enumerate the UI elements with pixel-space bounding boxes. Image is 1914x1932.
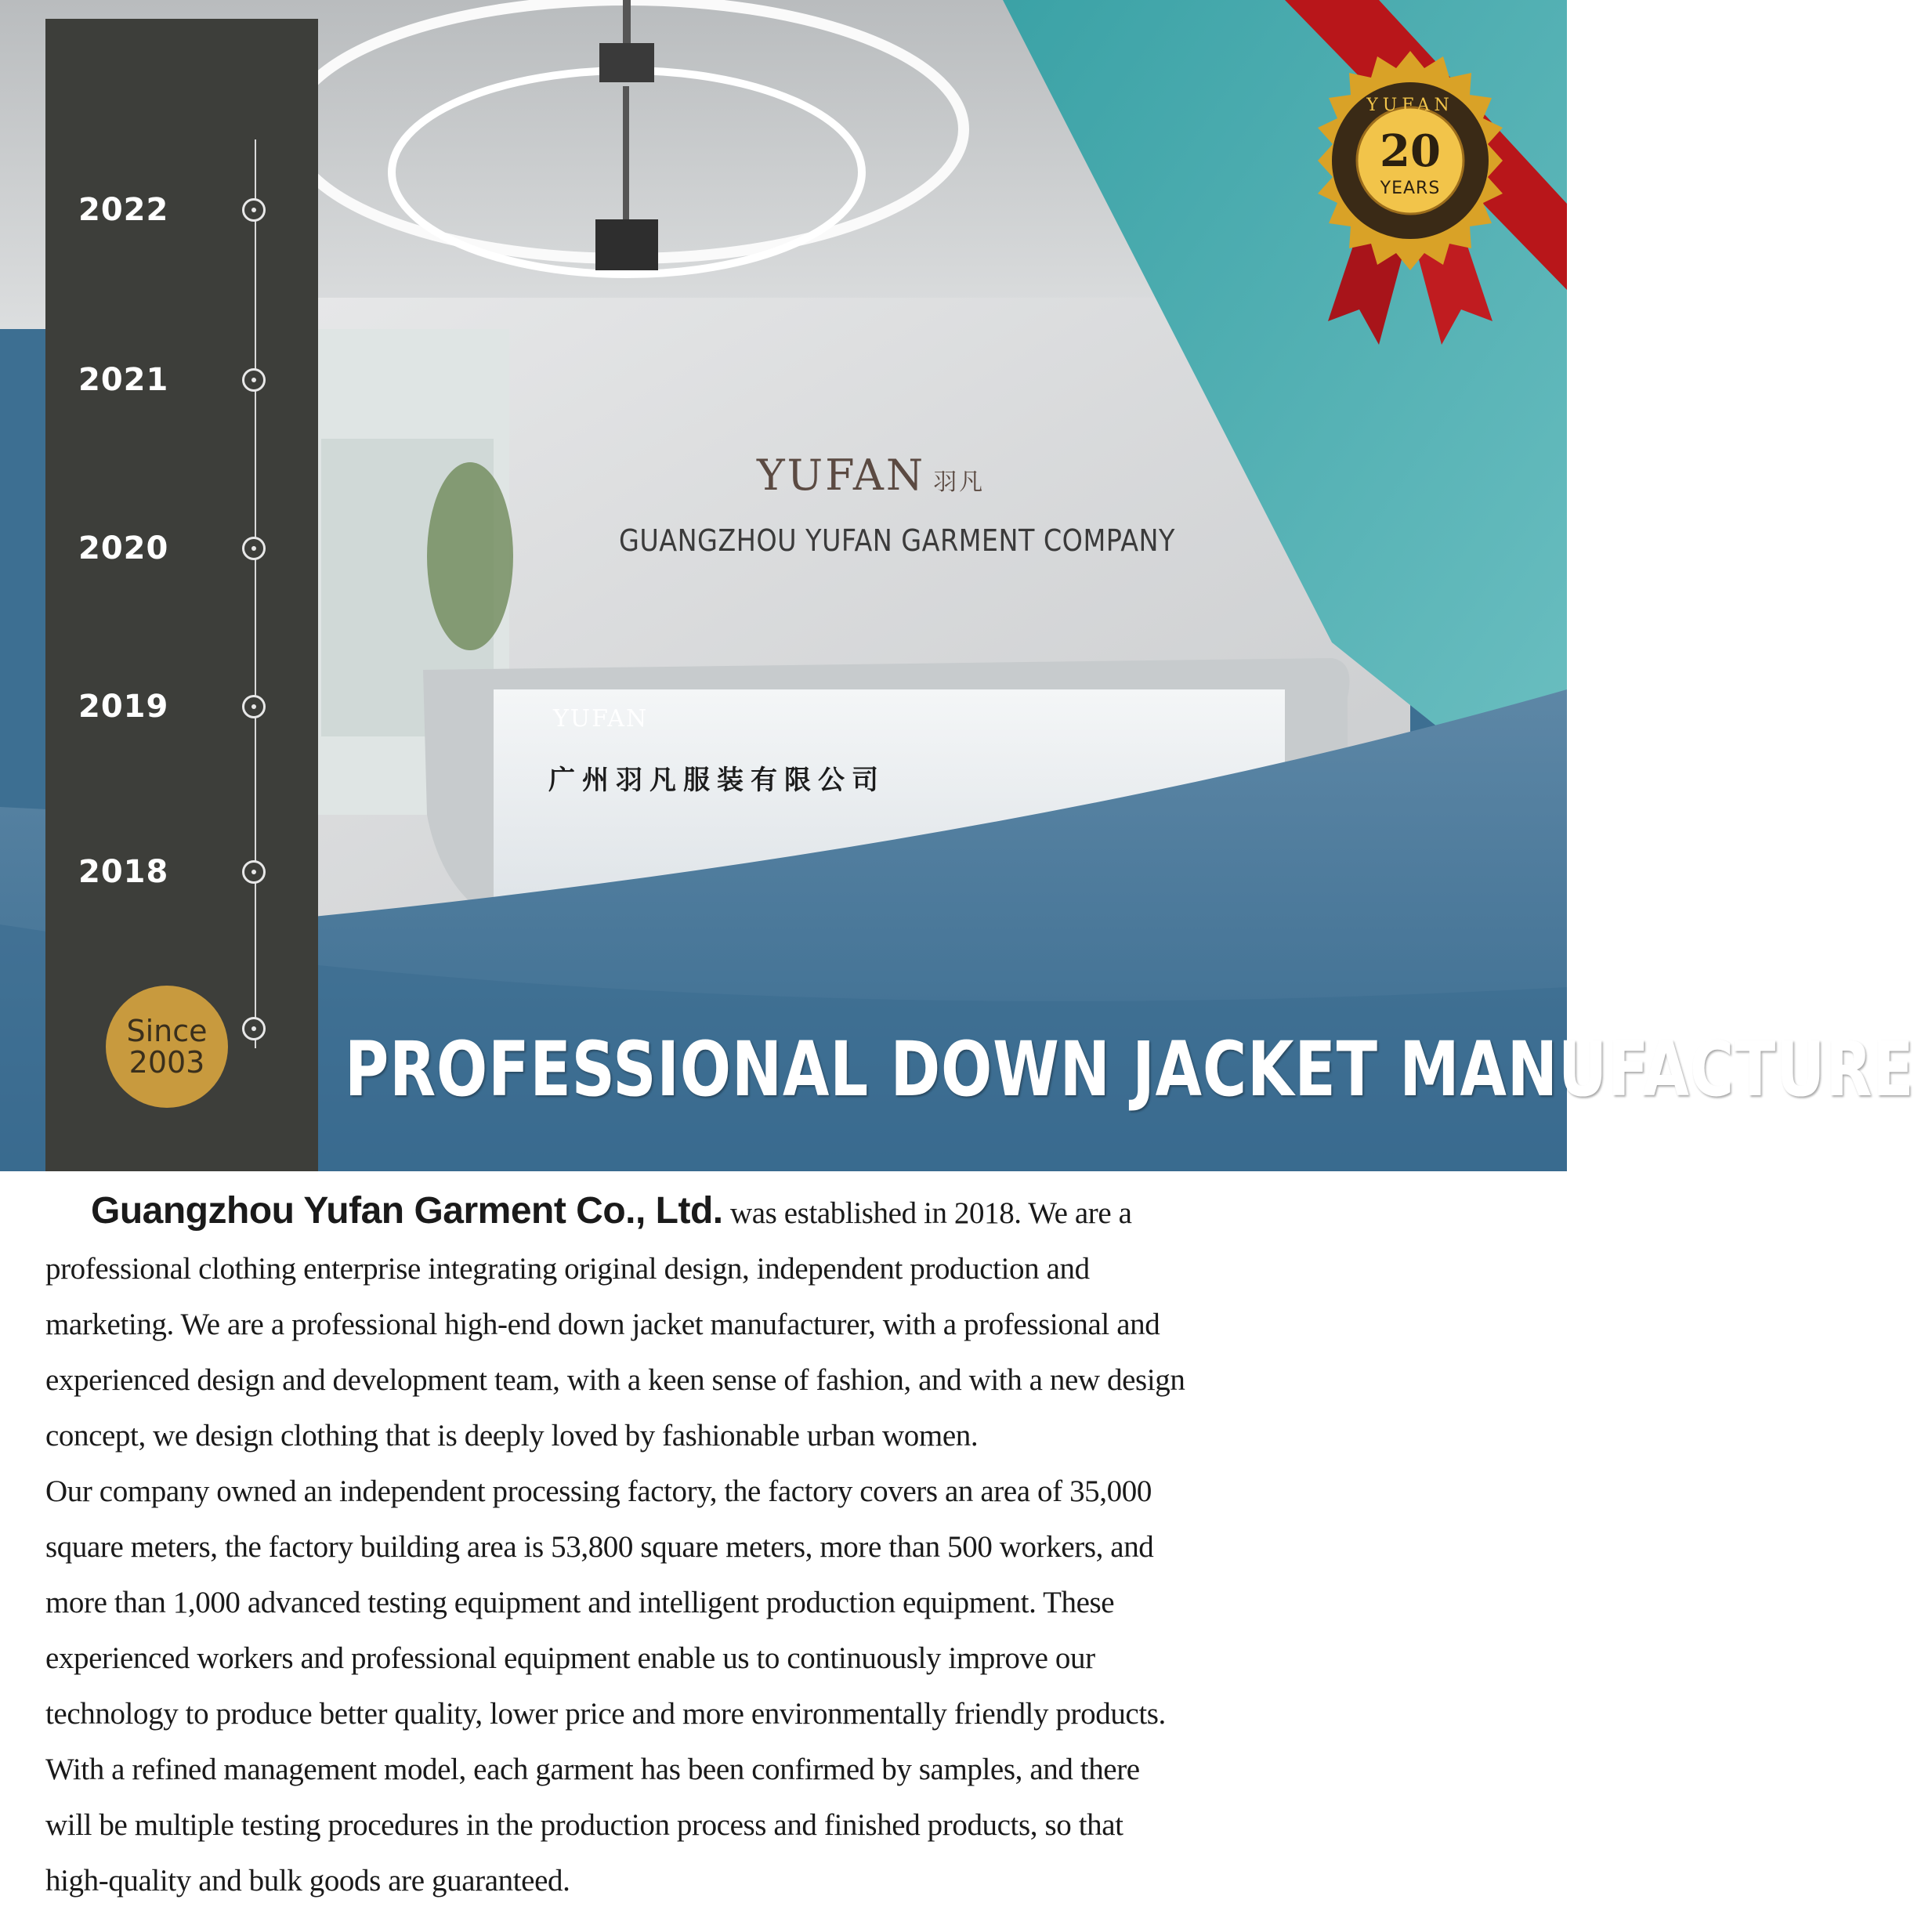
desk-logo: YUFAN [553, 705, 649, 733]
timeline-node [242, 1017, 266, 1040]
timeline-year-2021: 2021 [78, 362, 169, 398]
company-name: Guangzhou Yufan Garment Co., Ltd. [91, 1190, 723, 1232]
factory-line-4: experienced workers and professional equipment enable us to continuously improve our [45, 1641, 1095, 1675]
timeline-node [242, 860, 266, 884]
timeline-year-2020: 2020 [78, 530, 169, 566]
factory-line-7: will be multiple testing procedures in the production process and finished products, so that [45, 1808, 1123, 1842]
company-description [45, 1183, 1534, 1908]
timeline-node [242, 537, 266, 560]
factory-line-1: Our company owned an independent processing factory, the factory covers an area of 35,000 [45, 1474, 1152, 1508]
intro-line-5: concept, we design clothing that is deeply loved by fashionable urban women. [45, 1419, 979, 1453]
seal-number: 20 [1380, 125, 1441, 177]
factory-line-5: technology to produce better quality, lower price and more environmentally friendly products. [45, 1697, 1166, 1731]
factory-line-8: high-quality and bulk goods are guaranteed. [45, 1864, 570, 1898]
timeline-node [242, 368, 266, 392]
wall-logo: YUFAN 羽凡 [757, 450, 986, 500]
intro-line-2: professional clothing enterprise integrating original design, independent production and [45, 1252, 1090, 1286]
desk-company-name-cn: 广州羽凡服装有限公司 [548, 765, 885, 796]
timeline-year-2022: 2022 [78, 192, 169, 228]
since-badge [106, 986, 228, 1108]
since-label: Since [126, 1014, 208, 1048]
timeline-node [242, 198, 266, 222]
timeline-year-2018: 2018 [78, 854, 169, 890]
since-year: 2003 [128, 1045, 205, 1080]
factory-line-6: With a refined management model, each garment has been confirmed by samples, and there [45, 1753, 1140, 1786]
intro-line-3: marketing. We are a professional high-end down jacket manufacturer, with a professional and [45, 1308, 1160, 1341]
factory-line-3: more than 1,000 advanced testing equipment and intelligent production equipment. These [45, 1586, 1115, 1619]
intro-line-1: Guangzhou Yufan Garment Co., Ltd. was established in 2018. We are a [91, 1190, 1132, 1232]
timeline-year-2019: 2019 [78, 689, 169, 725]
factory-line-2: square meters, the factory building area is 53,800 square meters, more than 500 workers, and [45, 1530, 1154, 1564]
anniversary-seal [1297, 47, 1524, 376]
timeline-line [255, 139, 256, 1048]
wall-company-name: GUANGZHOU YUFAN GARMENT COMPANY [619, 523, 1175, 558]
seal-unit: YEARS [1380, 179, 1441, 198]
seal-brand: YUFAN [1366, 96, 1454, 115]
intro-line-4: experienced design and development team, with a keen sense of fashion, and with a new design [45, 1363, 1185, 1397]
headline: PROFESSIONAL DOWN JACKET MANUFACTURE [345, 1026, 1914, 1113]
timeline-node [242, 695, 266, 718]
